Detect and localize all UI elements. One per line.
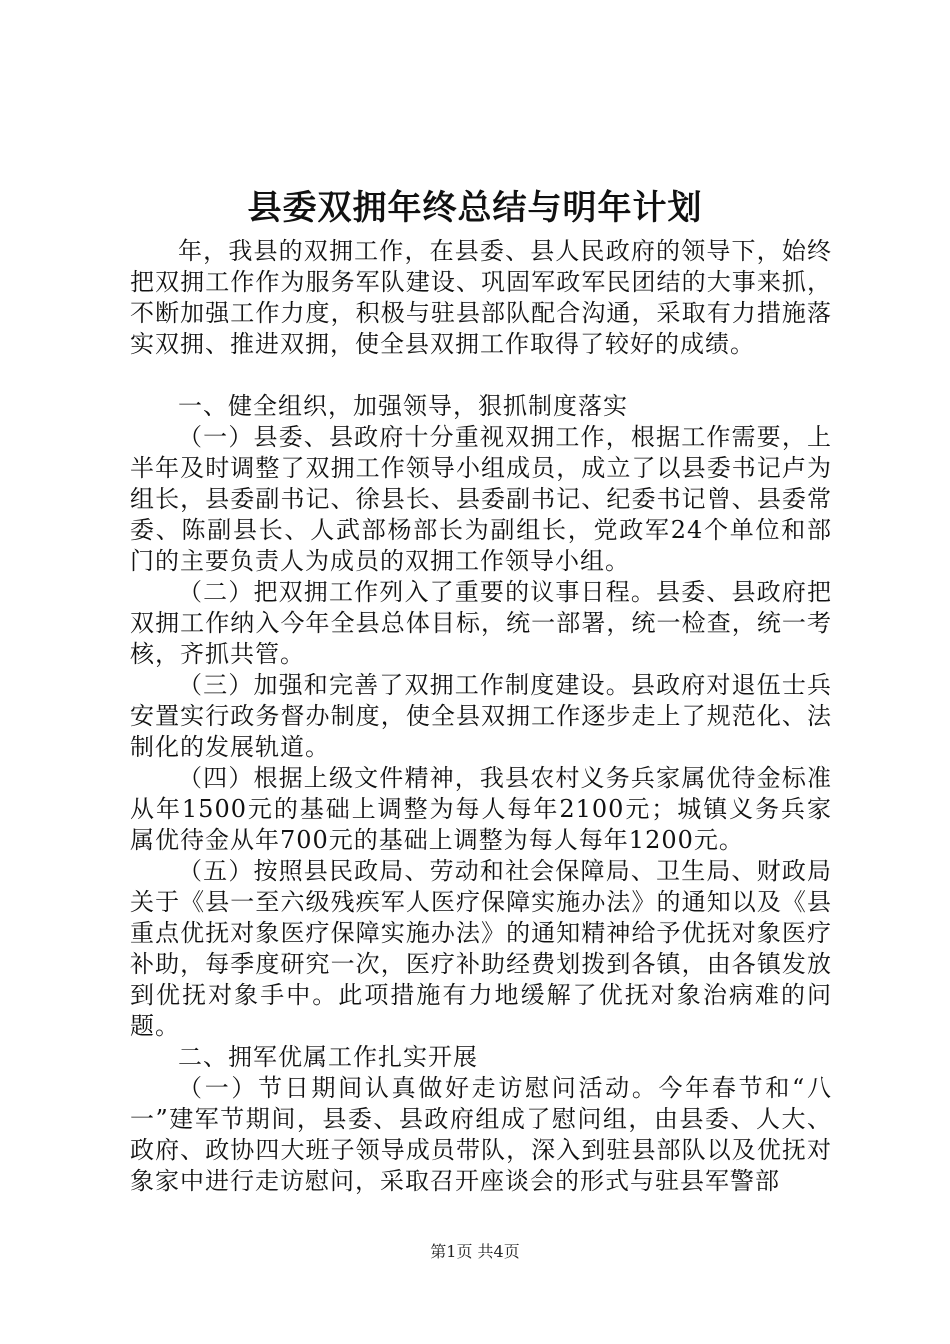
body-paragraph: （五）按照县民政局、劳动和社会保障局、卫生局、财政局关于《县一至六级残疾军人医疗保障实施办法》的通知以及《县重点优抚对象医疗保障实施办法》的通知精神给予优抚对象医疗补助，每季度研究一次，医疗补助经费划拨到各镇，由各镇发放到优抚对象手中。此项措施有力地缓解了优抚对象治病难的问题。: [130, 857, 832, 1040]
body-paragraph: （一）县委、县政府十分重视双拥工作，根据工作需要，上半年及时调整了双拥工作领导小组成员，成立了以县委书记卢为组长，县委副书记、徐县长、县委副书记、纪委书记曾、县委常委、陈副县长、人武部杨部长为副组长，党政军24个单位和部门的主要负责人为成员的双拥工作领导小组。: [130, 423, 832, 575]
page-number-footer: 第1页 共4页: [430, 1242, 520, 1261]
section-heading-2: 二、拥军优属工作扎实开展: [178, 1043, 478, 1071]
document-body: [130, 236, 832, 1197]
section-heading-1: 一、健全组织，加强领导，狠抓制度落实: [178, 392, 628, 420]
body-paragraph: （二）把双拥工作列入了重要的议事日程。县委、县政府把双拥工作纳入今年全县总体目标，统一部署，统一检查，统一考核，齐抓共管。: [130, 578, 832, 668]
body-paragraph: （一）节日期间认真做好走访慰问活动。今年春节和“八一”建军节期间，县委、县政府组成了慰问组，由县委、人大、政府、政协四大班子领导成员带队，深入到驻县部队以及优抚对象家中进行走访慰问，采取召开座谈会的形式与驻县军警部: [130, 1074, 832, 1195]
body-paragraph: （三）加强和完善了双拥工作制度建设。县政府对退伍士兵安置实行政务督办制度，使全县双拥工作逐步走上了规范化、法制化的发展轨道。: [130, 671, 832, 761]
body-paragraph: （四）根据上级文件精神，我县农村义务兵家属优待金标准从年1500元的基础上调整为每人每年2100元；城镇义务兵家属优待金从年700元的基础上调整为每人每年1200元。: [130, 764, 832, 854]
intro-paragraph: 年，我县的双拥工作，在县委、县人民政府的领导下，始终把双拥工作作为服务军队建设、巩固军政军民团结的大事来抓，不断加强工作力度，积极与驻县部队配合沟通，采取有力措施落实双拥、推进双拥，使全县双拥工作取得了较好的成绩。: [130, 237, 832, 358]
document-title: 县委双拥年终总结与明年计划: [247, 188, 703, 228]
